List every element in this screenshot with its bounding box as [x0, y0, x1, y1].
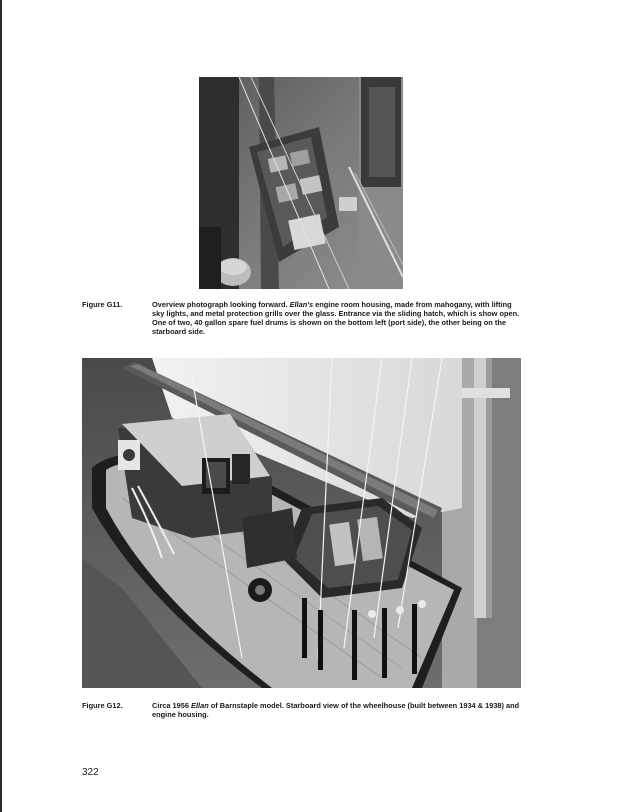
page-left-border [0, 0, 2, 812]
figure-g12-photo [82, 358, 521, 688]
figure-g12-caption-text: Circa 1956 Ellan of Barnstaple model. Starboard view of the wheelhouse (built between 1934 & 1938) and engine housing. [152, 701, 520, 719]
figure-g11-caption-text: Overview photograph looking forward. Ellan's engine room housing, made from mahogany, with lifting sky lights, and metal protection grills over the glass. Entrance via the sliding hatch, which is show open. One of two, 40 gallon spare fuel drums is shown on the bottom left (port side), the other being on the starboard side. [152, 300, 520, 336]
figure-g11-photo [199, 77, 403, 289]
figure-g11-caption [82, 300, 522, 340]
figure-g12-label: Figure G12. [82, 701, 123, 710]
vessel-name: Ellan's [289, 300, 314, 309]
figure-g11-label: Figure G11. [82, 300, 123, 309]
vessel-name: Ellan [191, 701, 209, 710]
page-number: 322 [82, 767, 99, 778]
figure-g12-caption [82, 701, 522, 725]
